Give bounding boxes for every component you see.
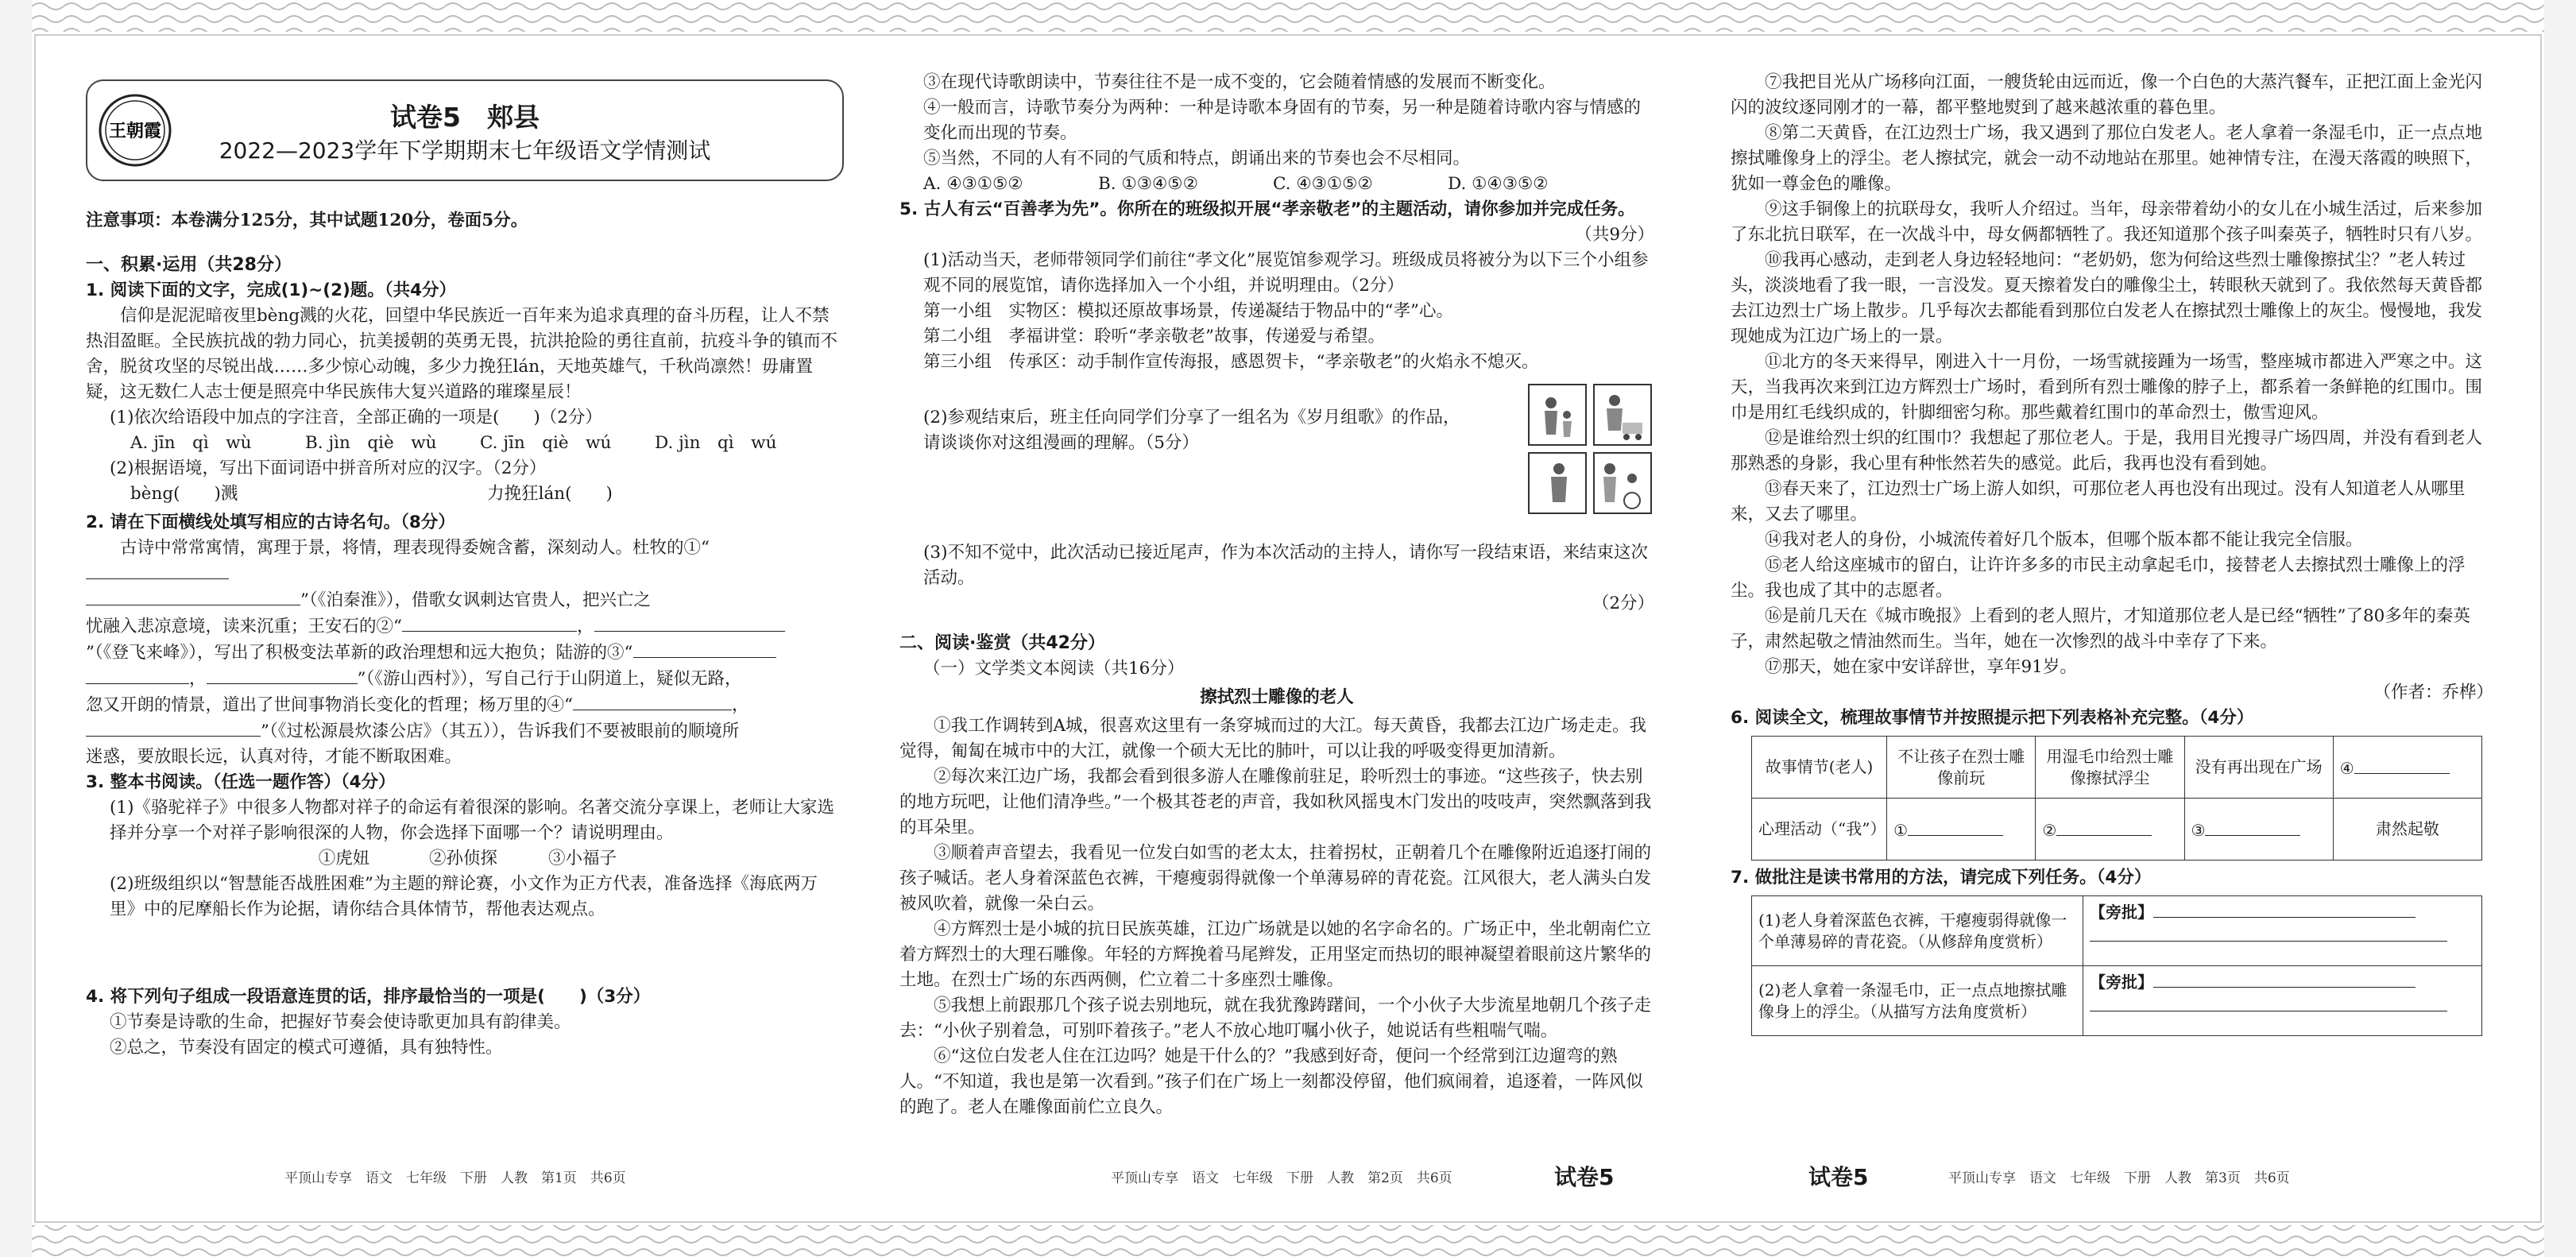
q5-part3: (3)不知不觉中，此次活动已接近尾声，作为本次活动的主持人，请你写一段结束语，来结束这次活动。 [923,543,1648,588]
q4-sentence4: ④一般而言，诗歌节奏分为两种：一种是诗歌本身固有的节奏，另一种是随着诗歌内容与情感的变化而出现的节奏。 [923,98,1642,143]
footer-tag-page-3: 试卷5 [1808,1164,1869,1190]
q3-option-1[interactable]: ①虎妞 [318,849,370,868]
q2-blank-1b[interactable] [86,587,300,605]
q1-option-c[interactable]: C. jīn qiè wú [480,433,612,453]
q6-cell-r1c1: 不让孩子在烈士雕像前玩 [1887,737,2036,799]
q2-line1 [86,536,841,587]
q2-blank-1a[interactable] [86,561,229,579]
q7-annotation-2-line2[interactable] [2090,993,2447,1011]
q5-group-3: 第三小组 传承区：动手制作宣传海报，感恩贺卡，“孝亲敬老”的火焰永不熄灭。 [923,352,1539,372]
q2-text-5: ”（《游山西村》），写自己行于山阴道上，疑似无路， [357,669,742,689]
article-para-8: ⑧第二天黄昏，在江边烈士广场，我又遇到了那位白发老人。老人拿着一条湿毛巾，正一点点地擦拭雕像身上的浮尘。老人擦拭完，就会一动不动地站在那里。她神情专注，在漫天落霞的映照下，犹如一尊金色的雕像。 [1731,123,2483,194]
q2-blank-2b[interactable] [594,613,785,632]
q6-blank-3-label: ③ [2191,820,2206,840]
q2-blank-3c[interactable] [207,666,358,684]
q2-line2 [86,587,841,613]
article-author: （作者：乔桦） [2373,683,2493,702]
q4-sentence5: ⑤当然，不同的人有不同的气质和特点，朗诵出来的节奏也会不尽相同。 [923,149,1471,168]
exam-title: 试卷5 郏县 [390,102,540,133]
q6-cell-r2c3[interactable] [2184,799,2333,861]
question-7: 7. 做批注是读书常用的方法，请完成下列任务。（4分） [1731,868,2152,888]
q3-option-3[interactable]: ③小福子 [547,849,617,868]
q2-line4 [86,640,841,666]
q4-option-d[interactable]: D. ①④③⑤② [1448,174,1549,194]
q1-option-b[interactable]: B. jìn qiè wù [305,433,437,453]
q7-annotation-2[interactable] [2083,966,2482,1036]
q2-text-4: ”（《登飞来峰》），写出了积极变法革新的政治理想和远大抱负；陆游的③“ [86,643,633,663]
article-title: 擦拭烈士雕像的老人 [1200,687,1354,707]
q5-points: （共9分） [1575,225,1654,245]
q5-group-1: 第一小组 实物区：模拟还原故事场景，传递凝结于物品中的“孝”心。 [923,301,1453,321]
article-para-1: ①我工作调转到A城，很喜欢这里有一条穿城而过的大江。每天黄昏，我都去江边广场走走。我觉得，匍匐在城市中的大江，就像一个硕大无比的肺叶，可以让我的呼吸变得更加清新。 [899,716,1647,761]
footer-page-2: 平顶山专享 语文 七年级 下册 人教 第2页 共6页 [1111,1170,1452,1186]
footer-tag-page-2: 试卷5 [1554,1164,1615,1190]
q1-part2-items [86,482,841,507]
q5-part1: (1)活动当天，老师带领同学们前往“孝文化”展览馆参观学习。班级成员将被分为以下三个小组参观不同的展览馆，请你选择加入一个小组，并说明理由。（2分） [923,250,1649,296]
article-para-16: ⑯是前几天在《城市晚报》上看到的老人照片，才知道那位老人是已经“牺牲”了80多年的秦英子，肃然起敬之情油然而生。当年，她在一次惨烈的战斗中幸存了下来。 [1731,606,2470,652]
q6-cell-r1c2: 用湿毛巾给烈士雕像擦拭浮尘 [2036,737,2184,799]
q4-sentence1: ①节奏是诗歌的生命，把握好节奏会使诗歌更加具有韵律美。 [110,1012,571,1032]
q2-text-7: ”（《过松源晨炊漆公店》（其五）），告诉我们不要被眼前的顺境所 [261,721,740,741]
q4-option-c[interactable]: C. ④③①⑤② [1273,174,1373,194]
article-para-14: ⑭我对老人的身份，小城流传着好几个版本，但哪个版本都不能让我完全信服。 [1765,530,2363,550]
question-4: 4. 将下列句子组成一段语意连贯的话，排序最恰当的一项是( )（3分） [86,987,651,1007]
section-2-heading: 二、阅读·鉴赏（共42分） [899,633,1105,653]
q4-option-a[interactable]: A. ④③①⑤② [923,174,1023,194]
q3-options [86,846,841,872]
q4-sentence2: ②总之，节奏没有固定的模式可遵循，具有独特性。 [110,1038,503,1058]
q1-option-a[interactable]: A. jīn qì wù [130,433,252,453]
article-para-15: ⑮老人给这座城市的留白，让许许多多的市民主动拿起毛巾，接替老人去擦拭烈士雕像上的浮尘。我也成了其中的志愿者。 [1731,555,2466,601]
footer-page-3: 平顶山专享 语文 七年级 下册 人教 第3页 共6页 [1948,1170,2290,1186]
question-3: 3. 整本书阅读。（任选一题作答）（4分） [86,772,396,792]
article-para-6: ⑥“这位白发老人住在江边吗？她是干什么的？”我感到好奇，便问一个经常到江边遛弯的熟人。“不知道，我也是第一次看到。”孩子们在广场上一刻都没停留，他们疯闹着，追逐着，一阵风似的跑了。老人在雕像面前伫立良久。 [899,1046,1643,1117]
q5-part2-block [899,383,1654,518]
q6-row2-head: 心理活动（“我”） [1752,799,1887,861]
q2-line3: 忧融入悲凉意境，读来沉重；王安石的②“ ， [86,613,841,640]
q2-text-3: 忧融入悲凉意境，读来沉重；王安石的②“ [86,617,402,636]
q7-annotation-1-line1[interactable] [2153,899,2415,918]
q7-annotation-1-label: 【旁批】 [2090,903,2153,922]
q5-part2: (2)参观结束后，班主任向同学们分享了一组名为《岁月组歌》的作品，请谈谈你对这组漫画的理解。（5分） [923,408,1460,453]
q2-line6: 忽又开朗的情景，道出了世间事物消长变化的哲理；杨万里的④“ ， [86,692,841,718]
q1-option-d[interactable]: D. jìn qì wú [655,433,777,453]
q1-options [86,431,841,456]
footer-page-1: 平顶山专享 语文 七年级 下册 人教 第1页 共6页 [284,1170,626,1186]
column-page-1 [86,208,841,1181]
q7-annotation-1-line2[interactable] [2090,923,2447,942]
q6-cell-r1c4[interactable] [2333,737,2481,799]
comic-illustration [1527,383,1654,516]
q4-sentence3: ③在现代诗歌朗读中，节奏往往不是一成不变的，它会随着情感的发展而不断变化。 [923,72,1556,92]
notice: 注意事项：本卷满分125分，其中试题120分，卷面5分。 [86,211,528,230]
subsection-1-heading: （一）文学类文本阅读（共16分） [923,659,1185,679]
q3-part2: (2)班级组织以“智慧能否战胜困难”为主题的辩论赛，小文作为正方代表，准备选择《海底两万里》中的尼摩船长作为论据，请你结合具体情节，帮他表达观点。 [110,874,818,919]
q7-annotation-1[interactable] [2083,896,2482,966]
question-1: 1. 阅读下面的文字，完成(1)~(2)题。（共4分） [86,280,457,300]
q6-cell-r2c1[interactable] [1887,799,2036,861]
q2-blank-2a[interactable] [402,613,577,632]
article-para-2: ②每次来江边广场，我都会看到很多游人在雕像前驻足，聆听烈士的事迹。“这些孩子，快去别的地方玩吧，让他们清净些。”一个极其苍老的声音，我如秋风摇曳木门发出的吱吱声，突然飘落到我的耳朵里。 [899,767,1652,837]
q3-option-2[interactable]: ②孙侦探 [428,849,497,868]
column-page-3 [1731,70,2493,1181]
q1-passage: 信仰是泥泥暗夜里bèng溅的火花，回望中华民族近一百年来为追求真理的奋斗历程，让人不禁热泪盈眶。全民族抗战的勃力同心，抗美援朝的英勇无畏，抗洪抢险的勇往直前，抗疫斗争的镇而不舍，脱贫攻坚的尽锐出战……多少惊心动魄，多少力挽狂lán，天地英雄气，千秋尚凛然！毋庸置疑，这无数仁人志士便是照亮中华民族伟大复兴道路的璀璨星辰！ [86,306,838,402]
question-6: 6. 阅读全文，梳理故事情节并按照提示把下列表格补充完整。（4分） [1731,708,2254,728]
article-para-9: ⑨这手铜像上的抗联母女，我听人介绍过。当年，母亲带着幼小的女儿在小城生活过，后来参加了东北抗日联军，在一次战斗中，母女俩都牺牲了。我还知道那个孩子叫秦英子，牺牲时只有八岁。 [1731,199,2483,245]
q2-blank-4a[interactable] [573,692,732,710]
q1-part1: (1)依次给语段中加点的字注音，全部正确的一项是( )（2分） [110,408,602,427]
q2-text-2: ”（《泊秦淮》），借歌女讽刺达官贵人，把兴亡之 [300,590,651,610]
q1-blank-lan[interactable]: 力挽狂lán( ) [487,484,613,504]
q6-cell-r1c3: 没有再出现在广场 [2184,737,2333,799]
q6-table [1751,736,2482,861]
q6-cell-r2c2[interactable] [2036,799,2184,861]
article-para-13: ⑬春天来了，江边烈士广场上游人如织，可那位老人再也没有出现过。没有人知道老人从哪里来，又去了哪里。 [1731,479,2466,524]
q6-cell-r2c4: 肃然起敬 [2333,799,2481,861]
q2-line5: ， ”（《游山西村》），写自己行于山阴道上，疑似无路， [86,666,841,692]
q5-group-2: 第二小组 孝福讲堂：聆听“孝亲敬老”故事，传递爱与希望。 [923,327,1385,346]
q2-line7 [86,718,841,745]
q4-option-b[interactable]: B. ①③④⑤② [1098,174,1198,194]
title-box [86,79,844,181]
article-para-5: ⑤我想上前跟那几个孩子说去别地玩，就在我犹豫踌躇间，一个小伙子大步流星地朝几个孩子走去：“小伙子别着急，可别吓着孩子。”老人不放心地叮嘱小伙子，她说话有些粗喘气喘。 [899,996,1652,1041]
q6-blank-1-label: ① [1893,820,1909,840]
q7-annotation-2-label: 【旁批】 [2090,973,2153,992]
q7-item-1: (1)老人身着深蓝色衣裤，干瘪瘦弱得就像一个单薄易碎的青花瓷。（从修辞角度赏析） [1752,896,2083,966]
q5-part3-points: （2分） [1592,594,1654,613]
q6-blank-2[interactable] [2056,818,2152,836]
q3-part1: (1)《骆驼祥子》中很多人物都对祥子的命运有着很深的影响。名著交流分享课上，老师让大家选择并分享一个对祥子影响很深的人物，你会选择下面哪一个？请说明理由。 [110,798,834,843]
q6-blank-4[interactable] [2354,756,2450,774]
q7-item-2: (2)老人拿着一条湿毛巾，正一点点地擦拭雕像身上的浮尘。（从描写方法角度赏析） [1752,966,2083,1036]
article-para-7: ⑦我把目光从广场移向江面，一艘货轮由远而近，像一个白色的大蒸汽餐车，正把江面上金光闪闪的波纹逐同刚才的一幕，都平整地熨到了越来越浓重的暮色里。 [1731,72,2483,118]
section-1-heading: 一、积累·运用（共28分） [86,255,292,275]
article-para-4: ④方辉烈士是小城的抗日民族英雄，江边广场就是以她的名字命名的。广场正中，坐北朝南伫立着方辉烈士的大理石雕像。年轻的方辉挽着马尾辫发，正用坚定而热切的眼神凝望着眼前这片繁华的土地。在烈士广场的东西两侧，伫立着二十多座烈士雕像。 [899,919,1652,990]
q6-blank-1[interactable] [1908,818,2003,836]
q1-part2: (2)根据语境，写出下面词语中拼音所对应的汉字。（2分） [110,458,547,478]
q2-blank-3a[interactable] [633,640,776,658]
q6-blank-3[interactable] [2205,818,2300,836]
q2-text-1: 古诗中常常寓情，寓理于景，将情，理表现得委婉含蓄，深刻动人。杜牧的①“ [120,538,710,558]
q6-row1-head: 故事情节(老人) [1752,737,1887,799]
article-para-17: ⑰那天，她在家中安详辞世，享年91岁。 [1765,657,2077,677]
question-2: 2. 请在下面横线处填写相应的古诗名句。（8分） [86,512,455,532]
q2-text-6: 忽又开朗的情景，道出了世间事物消长变化的哲理；杨万里的④“ [86,695,573,715]
article-para-11: ⑪北方的冬天来得早，刚进入十一月份，一场雪就接踵为一场雪，整座城市都进入严寒之中。这天，当我再次来到江边方辉烈士广场时，看到所有烈士雕像的脖子上，都系着一条鲜艳的红围巾。围巾是用红毛线织成的，针脚细密匀称。那些戴着红围巾的革命烈士，傲雪迎风。 [1731,352,2483,423]
q2-line8: 迷惑，要放眼长远，认真对待，才能不断取困难。 [86,747,462,767]
q2-blank-4b[interactable] [86,718,261,737]
q6-blank-4-label: ④ [2339,758,2354,778]
article-para-12: ⑫是谁给烈士织的红围巾？我想起了那位老人。于是，我用目光搜寻广场四周，并没有看到老人那熟悉的身影，我心里有种怅然若失的感觉。此后，我再也没有看到她。 [1731,428,2483,474]
q1-blank-beng[interactable]: bèng( )溅 [130,484,238,504]
q2-blank-3b[interactable] [86,666,189,684]
exam-subtitle: 2022—2023学年下学期期末七年级语文学情测试 [219,137,711,164]
article-para-10: ⑩我再心感动，走到老人身边轻轻地问：“老奶奶，您为何给这些烈士雕像擦拭尘？”老人转过头，淡淡地看了我一眼，一言没发。夏天擦着发白的雕像尘土，转眼秋天就到了。我依然每天黄昏都去江边烈士广场上散步。几乎每次去都能看到那位白发老人在擦拭烈士雕像上的灰尘。慢慢地，我发现她成为江边广场上的一景。 [1731,250,2483,346]
article-para-3: ③顺着声音望去，我看见一位发白如雪的老太太，拄着拐杖，正朝着几个在雕像附近追逐打闹的孩子喊话。老人身着深蓝色衣裤，干瘪瘦弱得就像一个单薄易碎的青花瓷。江风很大，老人满头白发被风吹着，就像一朵白云。 [899,843,1652,914]
q7-table [1751,895,2482,1036]
question-5: 5. 古人有云“百善孝为先”。你所在的班级拟开展“孝亲敬老”的主题活动，请你参加并完成任务。 [899,199,1635,219]
svg-text:王朝霞: 王朝霞 [108,121,162,141]
q6-blank-2-label: ② [2042,820,2057,840]
q7-annotation-2-line1[interactable] [2153,969,2415,988]
column-page-2 [899,70,1654,1181]
q4-options [899,172,1654,197]
